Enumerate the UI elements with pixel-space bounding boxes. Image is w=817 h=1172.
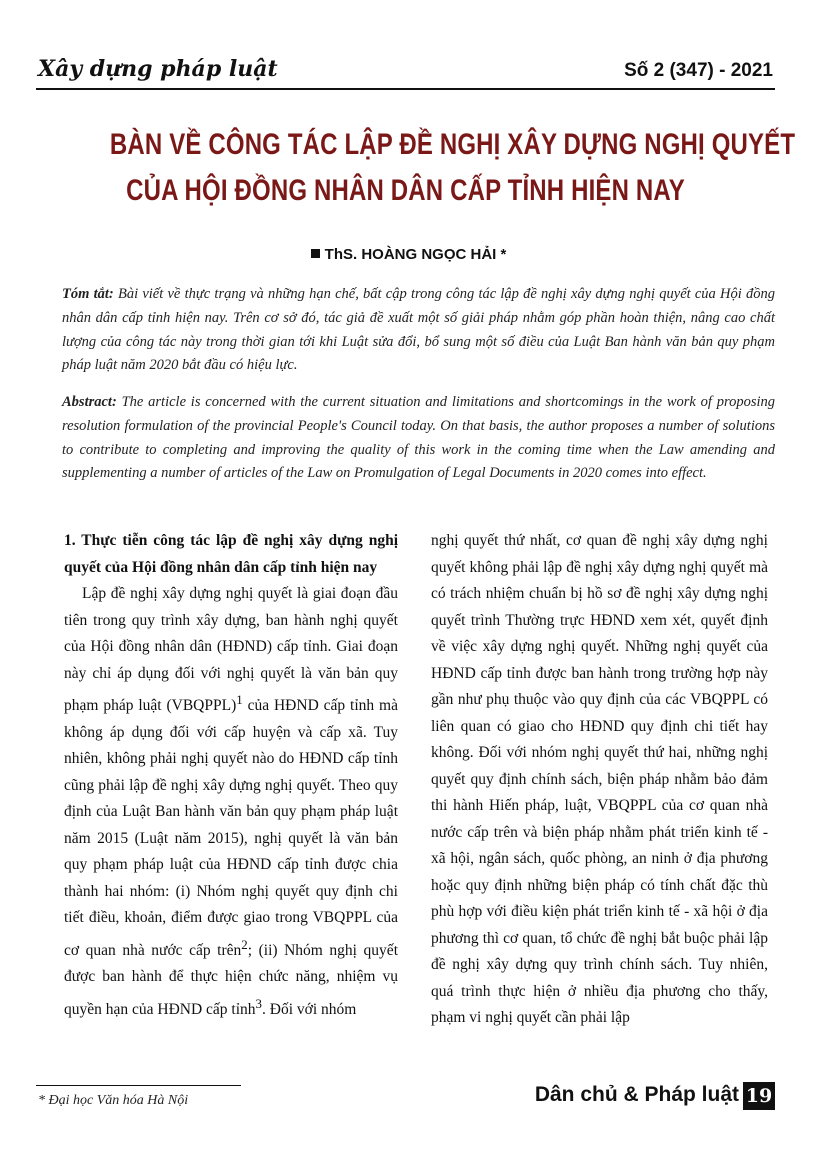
footnote-ref-3: 3 bbox=[255, 995, 262, 1011]
body-paragraph: Lập đề nghị xây dựng nghị quyết là giai đoạn đầu tiên trong quy trình xây dựng, ban hành nghị quyết của Hội đồng nhân dân (HĐND) cấp tỉnh. Giai đoạn này chỉ áp dụng đối với nghị quyết là văn bản quy phạm pháp luật (VBQPPL)$^1$ của HĐND cấp tỉnh mà không áp dụng đối với cấp huyện và cấp xã. Tuy nhiên, không phải nghị quyết nào do HĐND cấp tỉnh cũng phải lập đề nghị xây dựng nghị quyết. Theo quy định của Luật Ban hành văn bản quy phạm pháp luật năm 2015 (Luật năm 2015), nghị quyết là văn bản quy phạm pháp luật của HĐND cấp tỉnh được chia thành hai nhóm: (i) Nhóm nghị quyết quy định chi tiết điều, khoản, điểm được giao trong VBQPPL của cơ quan nhà nước cấp trên$^2$; (ii) Nhóm nghị quyết được ban hành để thực hiện chức năng, nhiệm vụ quyền hạn của HĐND cấp tỉnh$^3$. Đối với nhóm bbox=[64, 585, 398, 1018]
author-name: ThS. HOÀNG NGỌC HẢI * bbox=[324, 246, 507, 263]
body-column-left bbox=[64, 528, 398, 1023]
header-rule bbox=[36, 88, 775, 90]
footnote-ref-2: 2 bbox=[241, 936, 248, 952]
issue-number: Số 2 (347) - 2021 bbox=[624, 60, 773, 81]
article-title bbox=[109, 122, 796, 214]
journal-name: Xây dựng pháp luật bbox=[38, 56, 278, 82]
abstract-vi-text: Bài viết về thực trạng và những hạn chế, bất cập trong công tác lập đề nghị xây dựng nghị quyết của Hội đồng nhân dân cấp tỉnh hiện nay. Trên cơ sở đó, tác giả đề xuất một số giải pháp nhằm góp phần hoàn thiện, nâng cao chất lượng của công tác này trong thời gian tới khi Luật sửa đổi, bổ sung một số điều của Luật Ban hành văn bản quy phạm pháp luật năm 2020 bắt đầu có hiệu lực. bbox=[62, 286, 776, 374]
abstract-english bbox=[62, 391, 775, 486]
bullet-square-icon bbox=[311, 249, 320, 258]
abstract-vi-label: Tóm tắt: bbox=[62, 286, 114, 302]
abstract-en-label: Abstract: bbox=[62, 394, 117, 410]
body-paragraph-continued: nghị quyết thứ nhất, cơ quan đề nghị xây dựng nghị quyết không phải lập đề nghị xây dựng nghị quyết mà có trách nhiệm chuẩn bị hồ sơ đề nghị xây dựng nghị quyết trình Thường trực HĐND xem xét, quyết định về việc xây dựng nghị quyết. Những nghị quyết của HĐND cấp tỉnh được ban hành trong trường hợp này gần như phụ thuộc vào quy định của các VBQPPL có liên quan có giao cho HĐND quy định chi tiết hay không. Đối với nhóm nghị quyết thứ hai, những nghị quyết quy định chính sách, biện pháp nhằm bảo đảm thi hành Hiến pháp, luật, VBQPPL của cơ quan nhà nước cấp trên và biện pháp nhằm phát triển kinh tế - xã hội, ngân sách, quốc phòng, an ninh ở địa phương hoặc quy định những biện pháp có tính chất đặc thù phù hợp với điều kiện phát triển kinh tế - xã hội ở địa phương thì cơ quan, tổ chức đề nghị bắt buộc phải lập đề nghị xây dựng quy trình chính sách. Tuy nhiên, quá trình thực hiện ở nhiều địa phương cho thấy, phạm vi nghị quyết cần phải lập bbox=[431, 532, 768, 1026]
page-number: 19 bbox=[743, 1082, 775, 1110]
footnote-rule bbox=[36, 1085, 241, 1086]
author-line bbox=[0, 246, 817, 263]
section-heading: 1. Thực tiễn công tác lập đề nghị xây dựng nghị quyết của Hội đồng nhân dân cấp tỉnh hiện nay bbox=[64, 532, 398, 576]
article-title-line-2: CỦA HỘI ĐỒNG NHÂN DÂN CẤP TỈNH HIỆN NAY bbox=[126, 174, 685, 207]
footnote-ref-1: 1 bbox=[236, 692, 243, 707]
footer-journal-name: Dân chủ & Pháp luật bbox=[534, 1083, 739, 1106]
article-title-line-1: BÀN VỀ CÔNG TÁC LẬP ĐỀ NGHỊ XÂY DỰNG NGHỊ QUYẾT bbox=[109, 128, 796, 161]
body-column-right bbox=[431, 528, 768, 1032]
abstract-vietnamese bbox=[62, 283, 775, 378]
abstract-en-text: The article is concerned with the current situation and limitations and shortcomings in the work of proposing resolution formulation of the provincial People's Council today. On that basis, the author proposes a number of solutions to contribute to completing and improving the quality of this work in the coming time when the Law amending and supplementing a number of articles of the Law on Promulgation of Legal Documents in 2020 comes into effect. bbox=[62, 394, 776, 482]
footnote-affiliation: * Đại học Văn hóa Hà Nội bbox=[38, 1093, 189, 1108]
